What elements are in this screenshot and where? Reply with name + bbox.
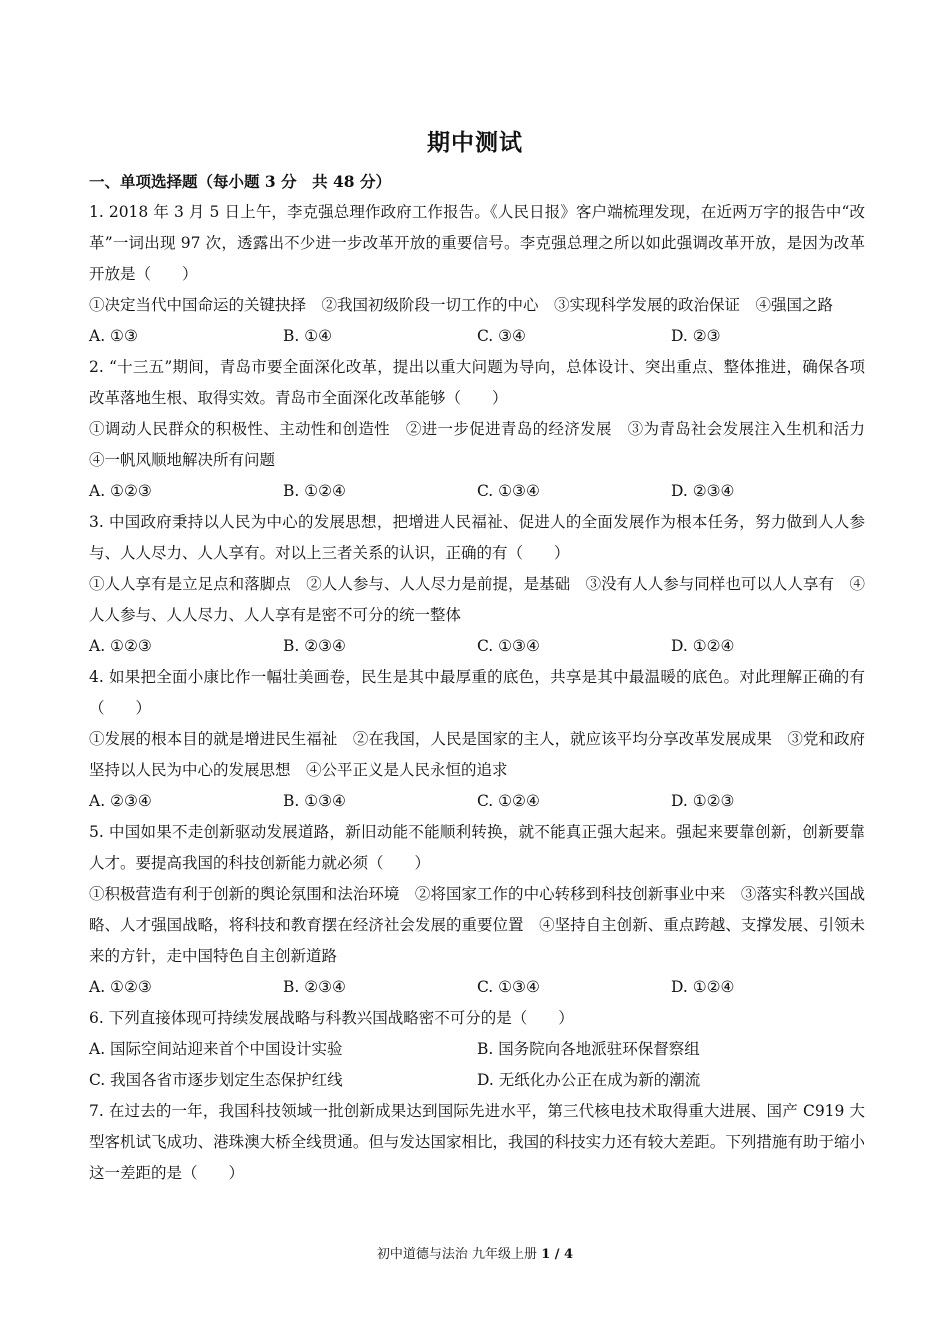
option-a: A. ①③ <box>89 327 138 345</box>
question-stem: 3. 中国政府秉持以人民为中心的发展思想，把增进人民福祉、促进人的全面发展作为根本任务，努力做到人人参与、人人尽力、人人享有。对以上三者关系的认识，正确的有（ ） <box>89 513 865 562</box>
option-b: B. ①④ <box>283 327 333 345</box>
option-d: D. ②③④ <box>671 482 735 500</box>
question-1 <box>89 197 865 352</box>
answer-options <box>89 786 865 817</box>
option-c: C. ①③④ <box>477 978 540 996</box>
answer-options <box>89 972 865 1003</box>
option-b: B. ①②④ <box>283 482 346 500</box>
answer-options-row-1 <box>89 1034 865 1065</box>
question-statements: ①调动人民群众的积极性、主动性和创造性 ②进一步促进青岛的经济发展 ③为青岛社会发展注入生机和活力 ④一帆风顺地解决所有问题 <box>89 420 881 469</box>
option-b: B. ①③④ <box>283 792 346 810</box>
question-stem: 4. 如果把全面小康比作一幅壮美画卷，民生是其中最厚重的底色，共享是其中最温暖的底色。对此理解正确的有（ ） <box>89 668 865 717</box>
question-stem: 5. 中国如果不走创新驱动发展道路，新旧动能不能顺利转换，就不能真正强大起来。强起来要靠创新，创新要靠人才。要提高我国的科技创新能力就必须（ ） <box>89 823 865 872</box>
question-stem: 1. 2018 年 3 月 5 日上午，李克强总理作政府工作报告。《人民日报》客户端梳理发现，在近两万字的报告中“改革”一词出现 97 次，透露出不少进一步改革开放的重要信号。李克强总理之所以如此强调改革开放，是因为改革开放是（ ） <box>89 203 865 283</box>
option-d: D. ①②④ <box>671 978 735 996</box>
option-a: A. ①②③ <box>89 482 152 500</box>
option-c: C. ①②④ <box>477 792 540 810</box>
option-d: D. 无纸化办公正在成为新的潮流 <box>477 1071 701 1089</box>
question-stem: 6. 下列直接体现可持续发展战略与科教兴国战略密不可分的是（ ） <box>89 1009 574 1027</box>
option-a: A. ①②③ <box>89 978 152 996</box>
answer-options <box>89 631 865 662</box>
option-a: A. ①②③ <box>89 637 152 655</box>
option-b: B. ②③④ <box>283 637 346 655</box>
question-statements: ①人人享有是立足点和落脚点 ②人人参与、人人尽力是前提，是基础 ③没有人人参与同样也可以人人享有 ④人人参与、人人尽力、人人享有是密不可分的统一整体 <box>89 575 865 624</box>
exam-content <box>89 166 881 1189</box>
question-5 <box>89 817 865 1003</box>
option-c: C. ①③④ <box>477 482 540 500</box>
footer-page-number: 1 / 4 <box>541 1247 574 1262</box>
section-heading: 一、单项选择题（每小题 3 分 共 48 分） <box>89 172 391 191</box>
question-2 <box>89 352 881 507</box>
footer-subject: 初中道德与法治 九年级上册 <box>376 1247 538 1262</box>
question-3 <box>89 507 865 662</box>
question-7 <box>89 1096 865 1189</box>
answer-options-row-2 <box>89 1065 865 1096</box>
question-4 <box>89 662 865 817</box>
answer-options <box>89 321 865 352</box>
option-d: D. ②③ <box>671 327 721 345</box>
page-title: 期中测试 <box>427 129 523 156</box>
answer-options <box>89 476 865 507</box>
option-a: A. ②③④ <box>89 792 152 810</box>
question-6 <box>89 1003 865 1096</box>
page-footer <box>0 1243 950 1262</box>
question-statements: ①决定当代中国命运的关键抉择 ②我国初级阶段一切工作的中心 ③实现科学发展的政治保证 ④强国之路 <box>89 296 834 314</box>
option-d: D. ①②④ <box>671 637 735 655</box>
option-a: A. 国际空间站迎来首个中国设计实验 <box>89 1040 343 1058</box>
question-statements: ①发展的根本目的就是增进民生福祉 ②在我国，人民是国家的主人，就应该平均分享改革发展成果 ③党和政府坚持以人民为中心的发展思想 ④公平正义是人民永恒的追求 <box>89 730 865 779</box>
option-b: B. 国务院向各地派驻环保督察组 <box>477 1040 700 1058</box>
option-c: C. ③④ <box>477 327 526 345</box>
question-stem: 2. “十三五”期间，青岛市要全面深化改革，提出以重大问题为导向，总体设计、突出重点、整体推进，确保各项改革落地生根、取得实效。青岛市全面深化改革能够（ ） <box>89 358 865 407</box>
option-c: C. ①③④ <box>477 637 540 655</box>
option-c: C. 我国各省市逐步划定生态保护红线 <box>89 1071 343 1089</box>
question-statements: ①积极营造有利于创新的舆论氛围和法治环境 ②将国家工作的中心转移到科技创新事业中来 ③落实科教兴国战略、人才强国战略，将科技和教育摆在经济社会发展的重要位置 ④坚持自主创新、重点跨越、支撑发展、引领未来的方针，走中国特色自主创新道路 <box>89 885 865 965</box>
option-d: D. ①②③ <box>671 792 735 810</box>
question-stem: 7. 在过去的一年，我国科技领域一批创新成果达到国际先进水平，第三代核电技术取得重大进展、国产 C919 大型客机试飞成功、港珠澳大桥全线贯通。但与发达国家相比，我国的科技实力还有较大差距。下列措施有助于缩小这一差距的是（ ） <box>89 1102 865 1182</box>
option-b: B. ②③④ <box>283 978 346 996</box>
